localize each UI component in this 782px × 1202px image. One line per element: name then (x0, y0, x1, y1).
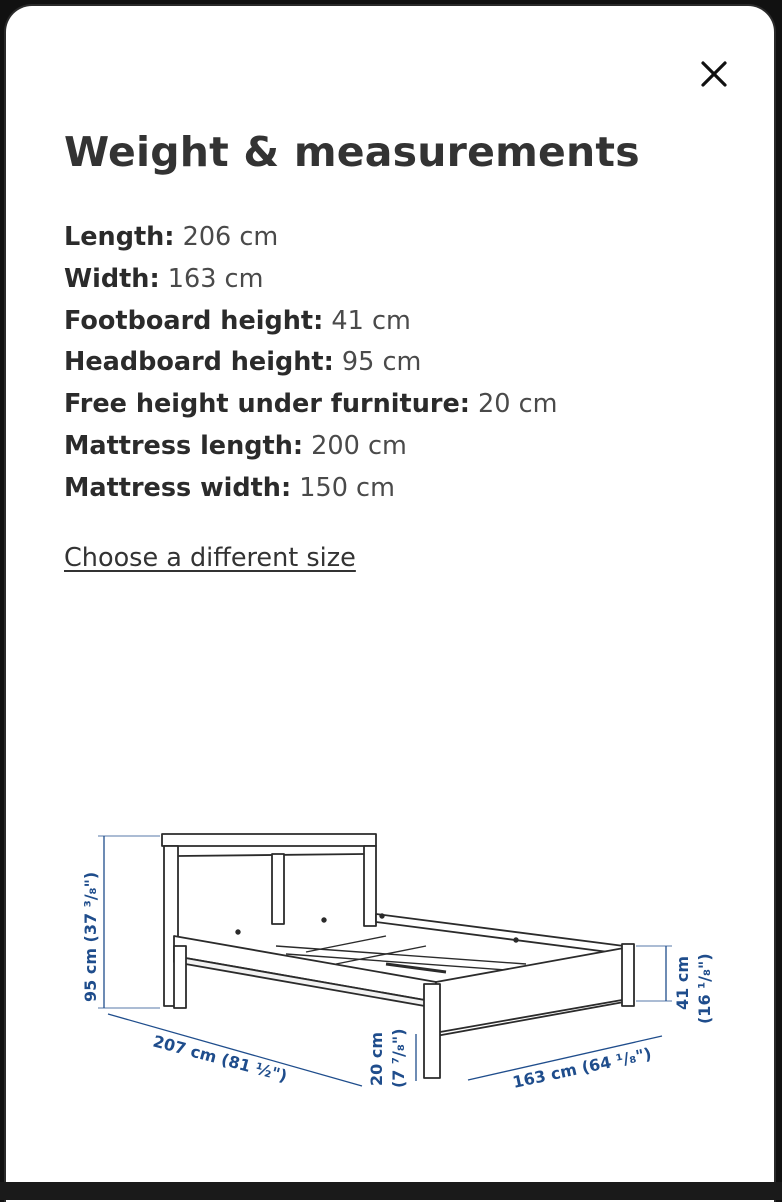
spec-label: Mattress length: (64, 430, 304, 461)
spec-value: 95 cm (341, 347, 422, 378)
spec-mattress-length (64, 426, 557, 468)
length-label: 207 cm (81 ½") (150, 1031, 290, 1086)
spec-value: 150 cm (299, 472, 395, 503)
spec-value: 206 cm (182, 222, 279, 252)
free-height-cm-label: 20 cm (367, 1032, 386, 1086)
spec-label: Footboard height: (64, 305, 324, 336)
spec-free-height (64, 384, 557, 426)
spec-value: 20 cm (478, 389, 558, 420)
spec-mattress-width (64, 468, 557, 510)
spec-value: 163 cm (167, 263, 264, 294)
spec-headboard-height (64, 342, 557, 384)
choose-different-size-link[interactable]: Choose a different size (64, 543, 356, 573)
footboard-cm-label: 41 cm (673, 956, 692, 1010)
spec-label: Headboard height: (64, 347, 334, 378)
spec-value: 200 cm (311, 430, 407, 461)
bottom-bar (0, 1182, 782, 1200)
spec-label: Mattress width: (64, 472, 292, 503)
footboard-in-label: (16 ¹/₈") (695, 953, 714, 1024)
free-height-in-label: (7 ⁷/₈") (389, 1028, 408, 1088)
spec-width (64, 259, 557, 301)
spec-value: 41 cm (331, 305, 411, 336)
spec-label: Free height under furniture: (64, 389, 470, 420)
measurements-modal (4, 4, 776, 1202)
close-icon (700, 60, 728, 88)
headboard-height-label: 95 cm (37 ³/₈") (81, 871, 100, 1002)
close-button[interactable] (692, 52, 736, 96)
bed-dimension-drawing (6, 796, 774, 1126)
modal-title: Weight & measurements (64, 128, 640, 176)
spec-list (64, 217, 557, 510)
spec-length (64, 217, 557, 259)
width-label: 163 cm (64 ¹/₈") (510, 1043, 654, 1092)
spec-label: Length: (64, 222, 175, 252)
spec-label: Width: (64, 263, 160, 294)
spec-footboard-height (64, 301, 557, 343)
